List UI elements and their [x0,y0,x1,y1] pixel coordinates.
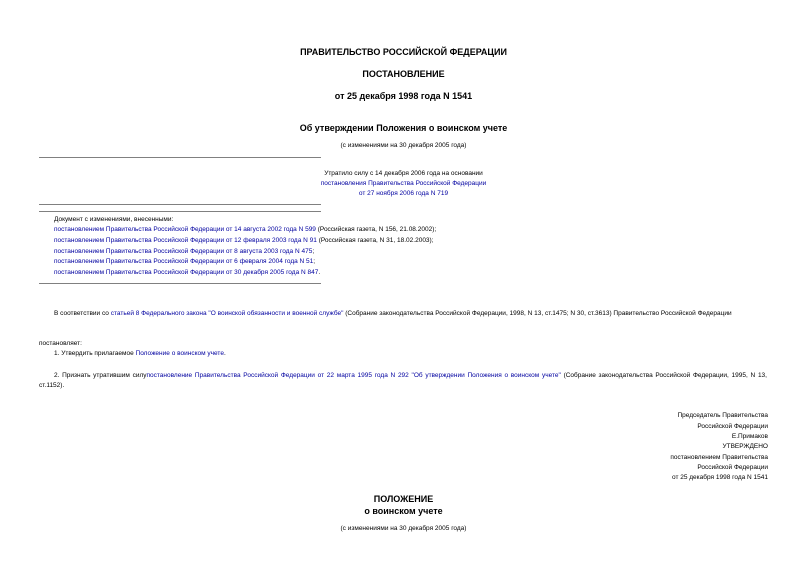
signature-line: Российской Федерации [697,423,768,430]
government-heading: ПРАВИТЕЛЬСТВО РОССИЙСКОЙ ФЕДЕРАЦИИ [300,47,507,57]
amendment-link[interactable]: постановлением Правительства Российской Федерации от 12 февраля 2003 года N 91 [54,237,317,244]
amended-note: (с изменениями на 30 декабря 2005 года) [340,142,467,149]
signature-line: постановлением Правительства [670,454,768,461]
amendment-link[interactable]: постановлением Правительства Российской Федерации от 6 февраля 2004 года N 51 [54,258,314,265]
regulation-subtitle: о воинском учете [364,506,443,516]
document-title: Об утверждении Положения о воинском учете [299,123,508,133]
decrees-text: постановляет: [39,340,82,347]
amendment-item [54,238,434,245]
item-2-paragraph: 2. Признать утратившим силупостановление Правительства Российской Федерации от 22 марта 1995 года N 292 "Об утверждении Положения о воинском учете" (Собрание законодательства Российской Федерации, 1995, N 13, ст.1152). [39,372,767,389]
amendments-intro: Документ с изменениями, внесенными: [54,216,174,223]
amendment-item [54,270,320,277]
repealed-decree-link[interactable]: постановление Правительства Российской Федерации от 22 марта 1995 года N 292 "Об утверждении Положения о воинском учете" [146,372,561,379]
amendment-link[interactable]: постановлением Правительства Российской Федерации от 30 декабря 2005 года N 847 [54,269,319,276]
amendment-note: ; [313,258,316,265]
preamble-paragraph: В соответствии со статьей 8 Федерального закона "О воинской обязанности и военной службе" (Собрание законодательства Российской Федерации, 1998, N 13, ст.1475; N 30, ст.3613) Правительство Российской Федерации [54,310,732,317]
item-1: 1. Утвердить прилагаемое Положение о воинском учете. [54,350,226,357]
lost-force-text: Утратило силу с 14 декабря 2006 года на основании [324,170,483,177]
lost-force-link-date[interactable]: от 27 ноября 2006 года N 719 [358,190,449,197]
signature-line: от 25 декабря 1998 года N 1541 [671,474,768,481]
regulation-amended-note: (с изменениями на 30 декабря 2005 года) [340,525,467,532]
amendment-link[interactable]: постановлением Правительства Российской Федерации от 14 августа 2002 года N 599 [54,226,316,233]
doc-type-heading: ПОСТАНОВЛЕНИЕ [362,69,445,79]
divider [39,211,321,212]
date-number-heading: от 25 декабря 1998 года N 1541 [334,91,473,101]
divider [39,204,321,205]
regulation-title: ПОЛОЖЕНИЕ [373,494,434,504]
federal-law-link[interactable]: статьей 8 Федерального закона "О воинской обязанности и военной службе" [110,310,344,317]
amendment-note: (Российская газета, N 156, 21.08.2002); [315,226,437,233]
amendment-note: ; [312,248,315,255]
amendment-item [54,259,315,266]
regulation-link[interactable]: Положение о воинском учете [135,350,224,357]
amendment-note: (Российская газета, N 31, 18.02.2003); [316,237,434,244]
signature-line: Е.Примаков [731,433,768,440]
signature-line: УТВЕРЖДЕНО [722,443,768,450]
lost-force-link[interactable]: постановления Правительства Российской Федерации [320,180,487,187]
signature-line: Председатель Правительства [677,412,768,419]
amendment-item [54,249,314,256]
amendment-link[interactable]: постановлением Правительства Российской Федерации от 8 августа 2003 года N 475 [54,248,313,255]
amendment-item [54,227,436,234]
divider [39,283,321,284]
amendment-note: . [318,269,321,276]
divider [39,157,321,158]
signature-line: Российской Федерации [697,464,768,471]
